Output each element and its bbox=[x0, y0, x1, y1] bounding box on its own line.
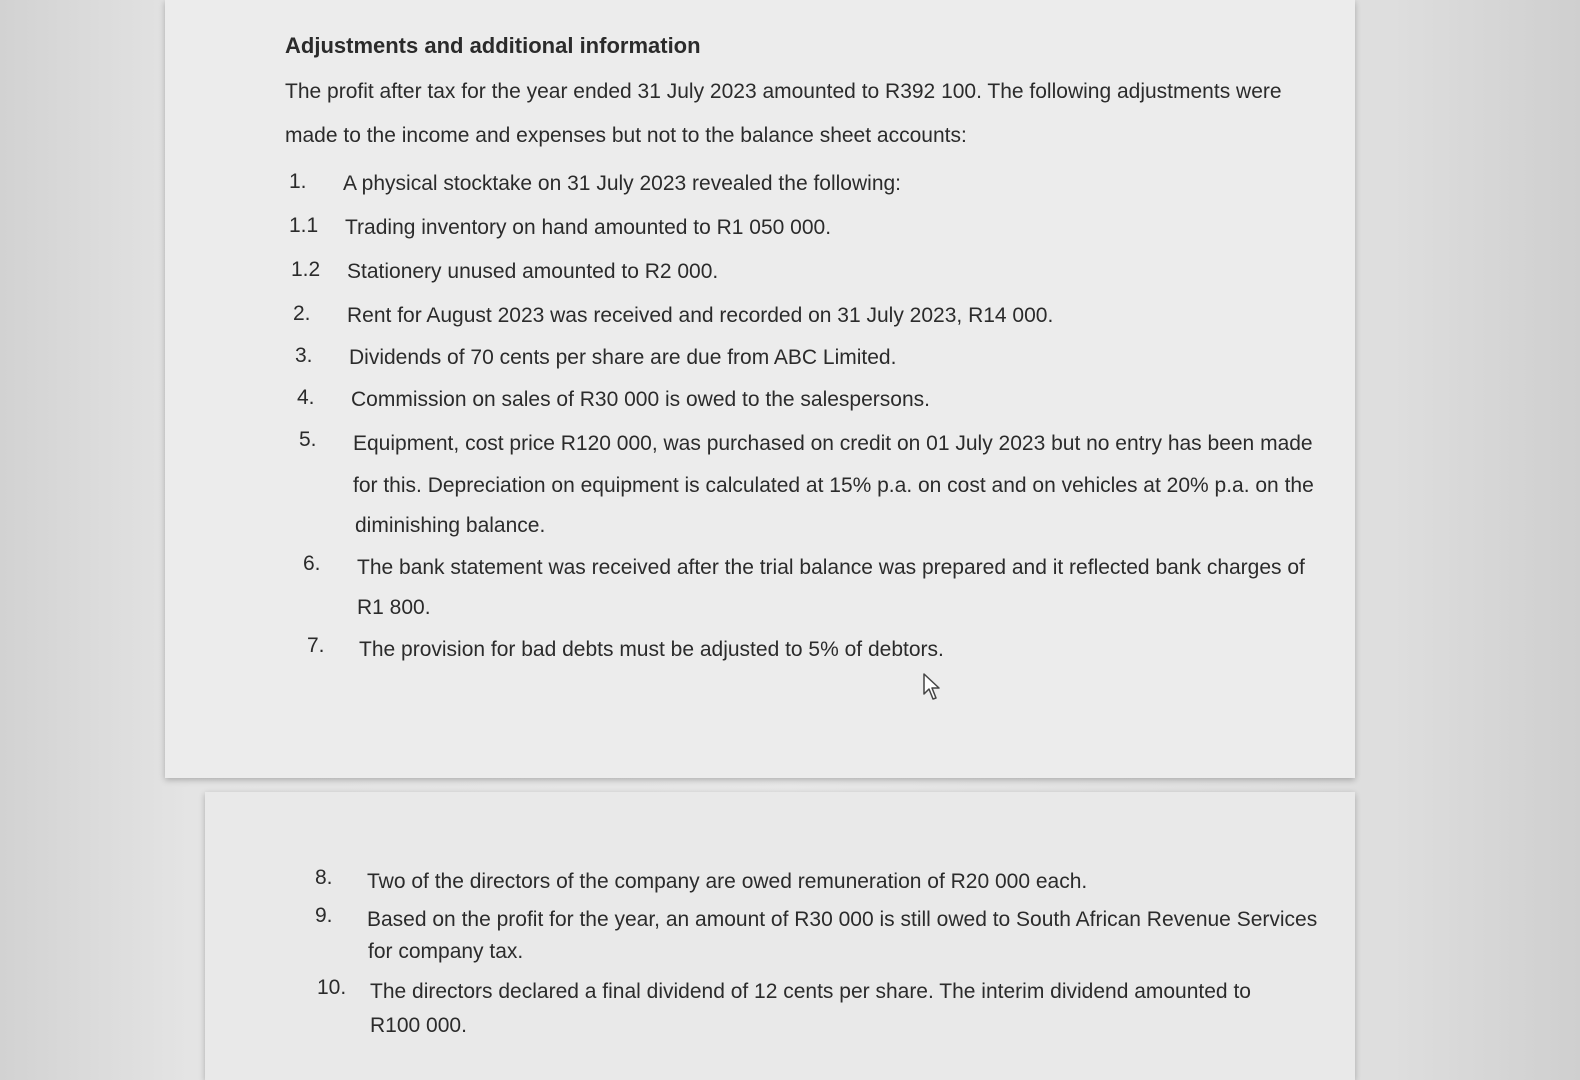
intro-line-1: The profit after tax for the year ended 31 July 2023 amounted to R392 100. The following adjustments were bbox=[285, 80, 1282, 103]
item-number: 5. bbox=[299, 428, 317, 451]
item-text: The directors declared a final dividend of 12 cents per share. The interim dividend amounted to bbox=[370, 980, 1251, 1003]
intro-line-2: made to the income and expenses but not to the balance sheet accounts: bbox=[285, 124, 967, 147]
item-text: Equipment, cost price R120 000, was purchased on credit on 01 July 2023 but no entry has been made bbox=[353, 432, 1313, 455]
item-number: 2. bbox=[293, 302, 311, 325]
item-text: R1 800. bbox=[357, 596, 431, 619]
item-number: 7. bbox=[307, 634, 325, 657]
item-number: 6. bbox=[303, 552, 321, 575]
item-text: The provision for bad debts must be adjusted to 5% of debtors. bbox=[359, 638, 944, 661]
item-text: Rent for August 2023 was received and recorded on 31 July 2023, R14 000. bbox=[347, 304, 1054, 327]
item-number: 4. bbox=[297, 386, 315, 409]
mouse-pointer-icon bbox=[922, 672, 946, 702]
item-text: The bank statement was received after the trial balance was prepared and it reflected bank charges of bbox=[357, 556, 1305, 579]
item-number: 1.2 bbox=[291, 258, 321, 281]
item-number: 8. bbox=[315, 866, 333, 889]
item-text: R100 000. bbox=[370, 1014, 467, 1037]
item-number: 1.1 bbox=[289, 214, 319, 237]
item-text: Based on the profit for the year, an amount of R30 000 is still owed to South African Revenue Services bbox=[367, 908, 1318, 931]
item-text: Dividends of 70 cents per share are due from ABC Limited. bbox=[349, 346, 897, 369]
item-number: 1. bbox=[289, 170, 307, 193]
item-text: Two of the directors of the company are owed remuneration of R20 000 each. bbox=[367, 870, 1088, 893]
item-text: Stationery unused amounted to R2 000. bbox=[347, 260, 719, 283]
item-number: 10. bbox=[317, 976, 347, 999]
item-text: for this. Depreciation on equipment is calculated at 15% p.a. on cost and on vehicles at 20% p.a. on the bbox=[353, 474, 1314, 497]
item-text: A physical stocktake on 31 July 2023 revealed the following: bbox=[343, 172, 902, 195]
item-text: Trading inventory on hand amounted to R1 050 000. bbox=[345, 216, 832, 239]
document-page-1 bbox=[165, 0, 1355, 778]
document-page-2 bbox=[205, 792, 1355, 1080]
item-number: 3. bbox=[295, 344, 313, 367]
item-number: 9. bbox=[315, 904, 333, 927]
item-text: Commission on sales of R30 000 is owed to the salespersons. bbox=[351, 388, 930, 411]
item-text: for company tax. bbox=[368, 940, 524, 963]
section-heading: Adjustments and additional information bbox=[285, 33, 701, 58]
item-text: diminishing balance. bbox=[355, 514, 546, 537]
